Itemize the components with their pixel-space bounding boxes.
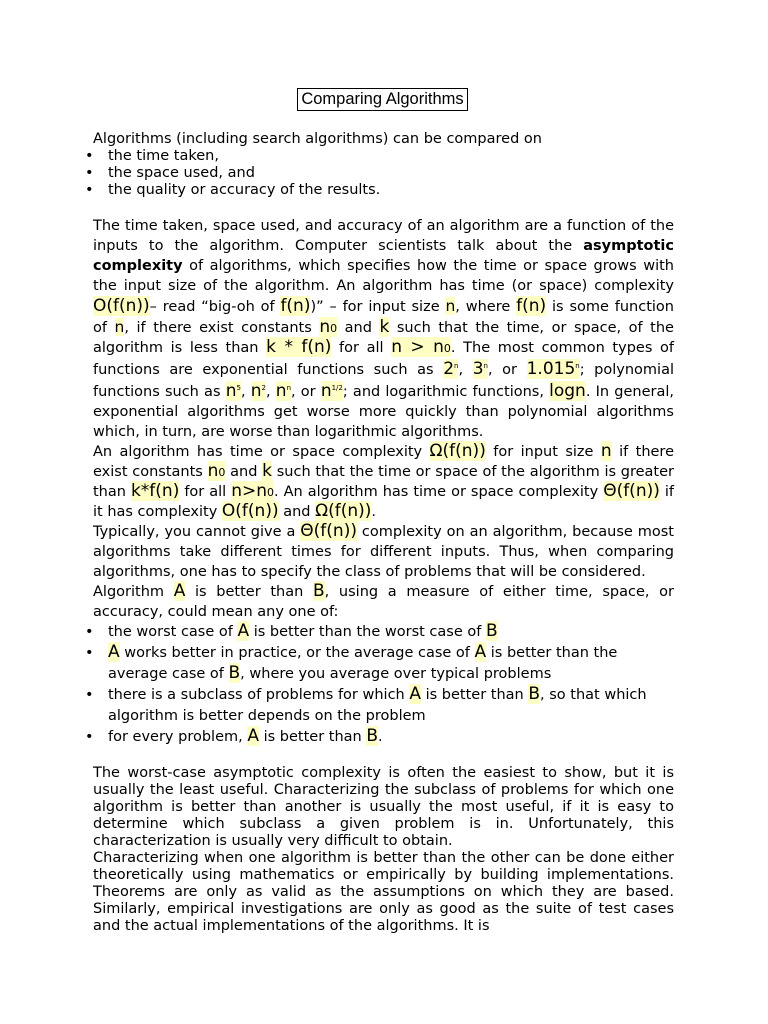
intro-list — [93, 148, 674, 199]
math-highlight: k * f(n) — [266, 337, 332, 357]
document-page — [93, 88, 674, 935]
paragraph-algorithm-a-b: Algorithm A is better than B, using a measure of either time, space, or accuracy, could mean any one of: — [93, 581, 674, 620]
paragraph-omega-theta: An algorithm has time or space complexity Ω(f(n)) for input size n if there exist constants n0 and k such that the time or space of the algorithm is greater than k*f(n) for all n>n0. An algorithm has time or space complexity Θ(f(n)) if it has complexity O(f(n)) and Ω(f(n)). — [93, 441, 674, 521]
list-item: • for every problem, A is better than B. — [93, 727, 674, 748]
math-highlight: Θ(f(n)) — [300, 521, 357, 541]
intro-paragraph: Algorithms (including search algorithms) can be compared on — [93, 131, 542, 147]
math-highlight: k*f(n) — [130, 481, 180, 501]
page-title: Comparing Algorithms — [297, 88, 467, 111]
math-highlight: f(n) — [280, 296, 311, 316]
math-highlight: O(f(n)) — [221, 501, 279, 521]
list-item: • the time taken, — [93, 148, 674, 165]
title-container — [91, 88, 674, 111]
math-highlight: k — [379, 317, 390, 337]
math-highlight: Ω(f(n)) — [429, 441, 486, 461]
list-item: • the worst case of A is better than the worst case of B — [93, 622, 674, 643]
paragraph-characterizing: Characterizing when one algorithm is better than the other can be done either theoretically using mathematics or empirically by building implementations. Theorems are only as valid as the assumptions on which they are based. Similarly, empirical investigations are only as good as the suite of test cases and the actual implementations of the algorithms. It is — [93, 850, 674, 934]
paragraph-worst-case: The worst-case asymptotic complexity is often the easiest to show, but it is usually the least useful. Characterizing the subclass of problems for which one algorithm is better than another is usually the most useful, if it is easy to determine which subclass a given problem is in. Unfortunately, this characterization is usually very difficult to obtain. — [93, 765, 674, 849]
list-item: • there is a subclass of problems for which A is better than B, so that which algorithm is better depends on the problem — [93, 685, 674, 727]
math-highlight: Θ(f(n)) — [603, 481, 660, 501]
paragraph-typically: Typically, you cannot give a Θ(f(n)) complexity on an algorithm, because most algorithms take different times for different inputs. Thus, when comparing algorithms, one has to specify the class of problems that will be considered. — [93, 521, 674, 580]
paragraph-big-oh: The time taken, space used, and accuracy of an algorithm are a function of the inputs to the algorithm. Computer scientists talk about the asymptotic complexity of algorithms, which specifies how the time or space grows with the input size of the algorithm. An algorithm has time (or space) complexity O(f(n))– read “big-oh of f(n))” – for input size n, where f(n) is some function of n, if there exist constants n0 and k such that the time, or space, of the algorithm is less than k * f(n) for all n > n0. The most common types of functions are exponential functions such as 2$^n$, 3$^n$, or 1.015$^n$; polynomial functions such as $n^5$, $n^2$, $n^n$, or $n^{1/2}$; and logarithmic functions, logn. In general, exponential algorithms get worse more quickly than polynomial algorithms which, in turn, are worse than logarithmic algorithms. — [93, 218, 675, 440]
math-highlight: logn — [549, 381, 586, 401]
bold-term: asymptotic complexity — [93, 238, 674, 274]
list-item: • A works better in practice, or the average case of A is better than the average case of B, where you average over typical problems — [93, 643, 674, 685]
math-highlight: Ω(f(n)) — [315, 501, 372, 521]
math-highlight: f(n) — [516, 296, 547, 316]
comparison-list — [93, 622, 674, 748]
list-item: • the quality or accuracy of the results. — [93, 182, 674, 199]
math-highlight: O(f(n)) — [93, 296, 150, 316]
list-item: • the space used, and — [93, 165, 674, 182]
